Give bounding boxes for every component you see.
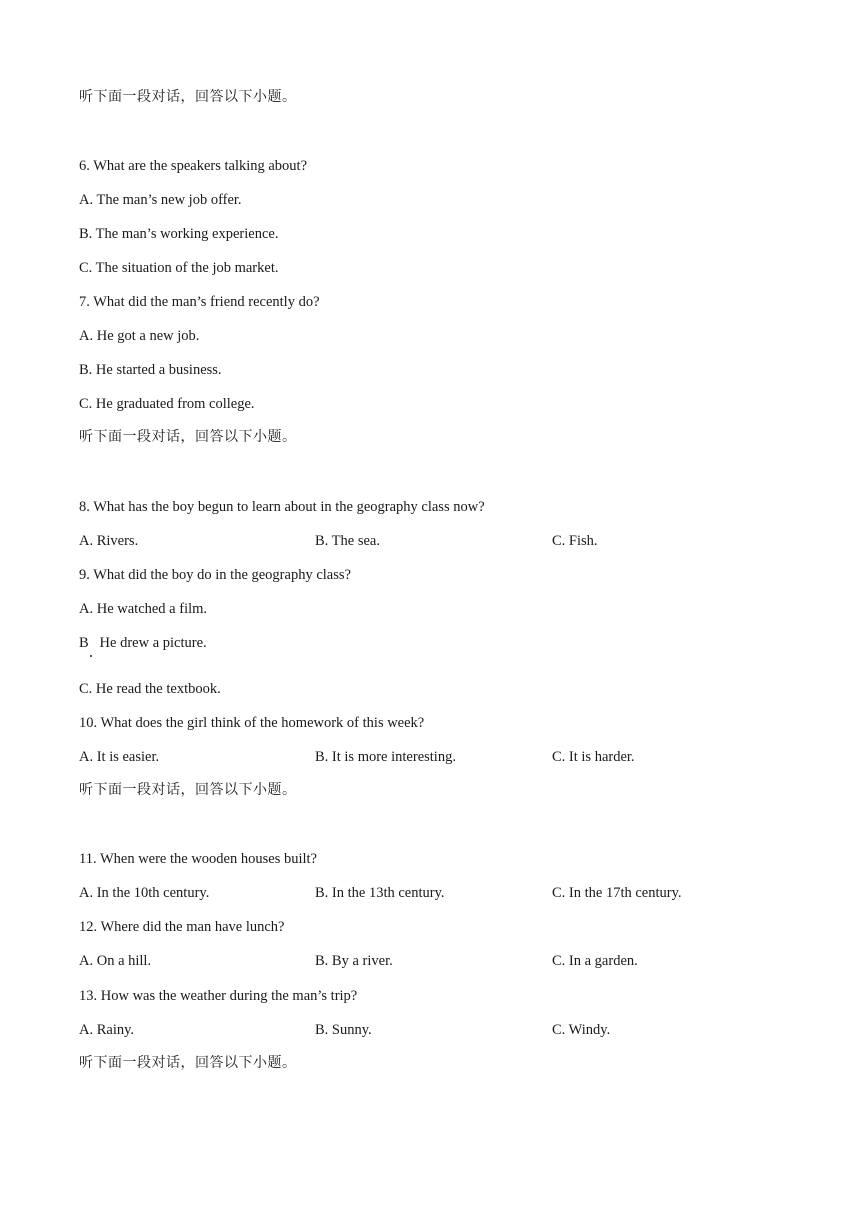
q8-option-a: A. Rivers. xyxy=(79,533,139,549)
question-8: 8. What has the boy begun to learn about in the geography class now? xyxy=(79,499,485,515)
q13-option-a: A. Rainy. xyxy=(79,1022,135,1038)
question-12: 12. Where did the man have lunch? xyxy=(79,919,285,935)
q10-option-a: A. It is easier. xyxy=(79,749,160,765)
q6-option-a: A. The man’s new job offer. xyxy=(79,192,242,208)
q11-option-a: A. In the 10th century. xyxy=(79,885,210,901)
q10-option-c: C. It is harder. xyxy=(552,749,635,765)
question-13: 13. How was the weather during the man’s trip? xyxy=(79,988,358,1004)
question-6: 6. What are the speakers talking about? xyxy=(79,158,308,174)
q8-option-c: C. Fish. xyxy=(552,533,598,549)
intro-instruction-3: 听下面一段对话，回答以下小题。 xyxy=(79,783,297,798)
q7-option-a: A. He got a new job. xyxy=(79,328,200,344)
question-9: 9. What did the boy do in the geography class? xyxy=(79,567,351,583)
intro-instruction-1: 听下面一段对话，回答以下小题。 xyxy=(79,90,297,105)
question-11: 11. When were the wooden houses built? xyxy=(79,851,317,867)
option-b-dot xyxy=(90,655,92,657)
q13-option-b: B. Sunny. xyxy=(315,1022,372,1038)
intro-instruction-2: 听下面一段对话，回答以下小题。 xyxy=(79,430,297,445)
q9-option-b: B He drew a picture. xyxy=(79,635,207,651)
q9-option-c: C. He read the textbook. xyxy=(79,681,221,697)
q12-option-a: A. On a hill. xyxy=(79,953,152,969)
q11-option-c: C. In the 17th century. xyxy=(552,885,682,901)
q7-option-b: B. He started a business. xyxy=(79,362,222,378)
q9-option-a: A. He watched a film. xyxy=(79,601,208,617)
q11-option-b: B. In the 13th century. xyxy=(315,885,445,901)
question-10: 10. What does the girl think of the homework of this week? xyxy=(79,715,425,731)
intro-instruction-4: 听下面一段对话，回答以下小题。 xyxy=(79,1056,297,1071)
q7-option-c: C. He graduated from college. xyxy=(79,396,255,412)
q8-option-b: B. The sea. xyxy=(315,533,380,549)
q6-option-b: B. The man’s working experience. xyxy=(79,226,279,242)
q12-option-c: C. In a garden. xyxy=(552,953,638,969)
q6-option-c: C. The situation of the job market. xyxy=(79,260,279,276)
q10-option-b: B. It is more interesting. xyxy=(315,749,456,765)
q13-option-c: C. Windy. xyxy=(552,1022,611,1038)
q12-option-b: B. By a river. xyxy=(315,953,393,969)
question-7: 7. What did the man’s friend recently do? xyxy=(79,294,320,310)
